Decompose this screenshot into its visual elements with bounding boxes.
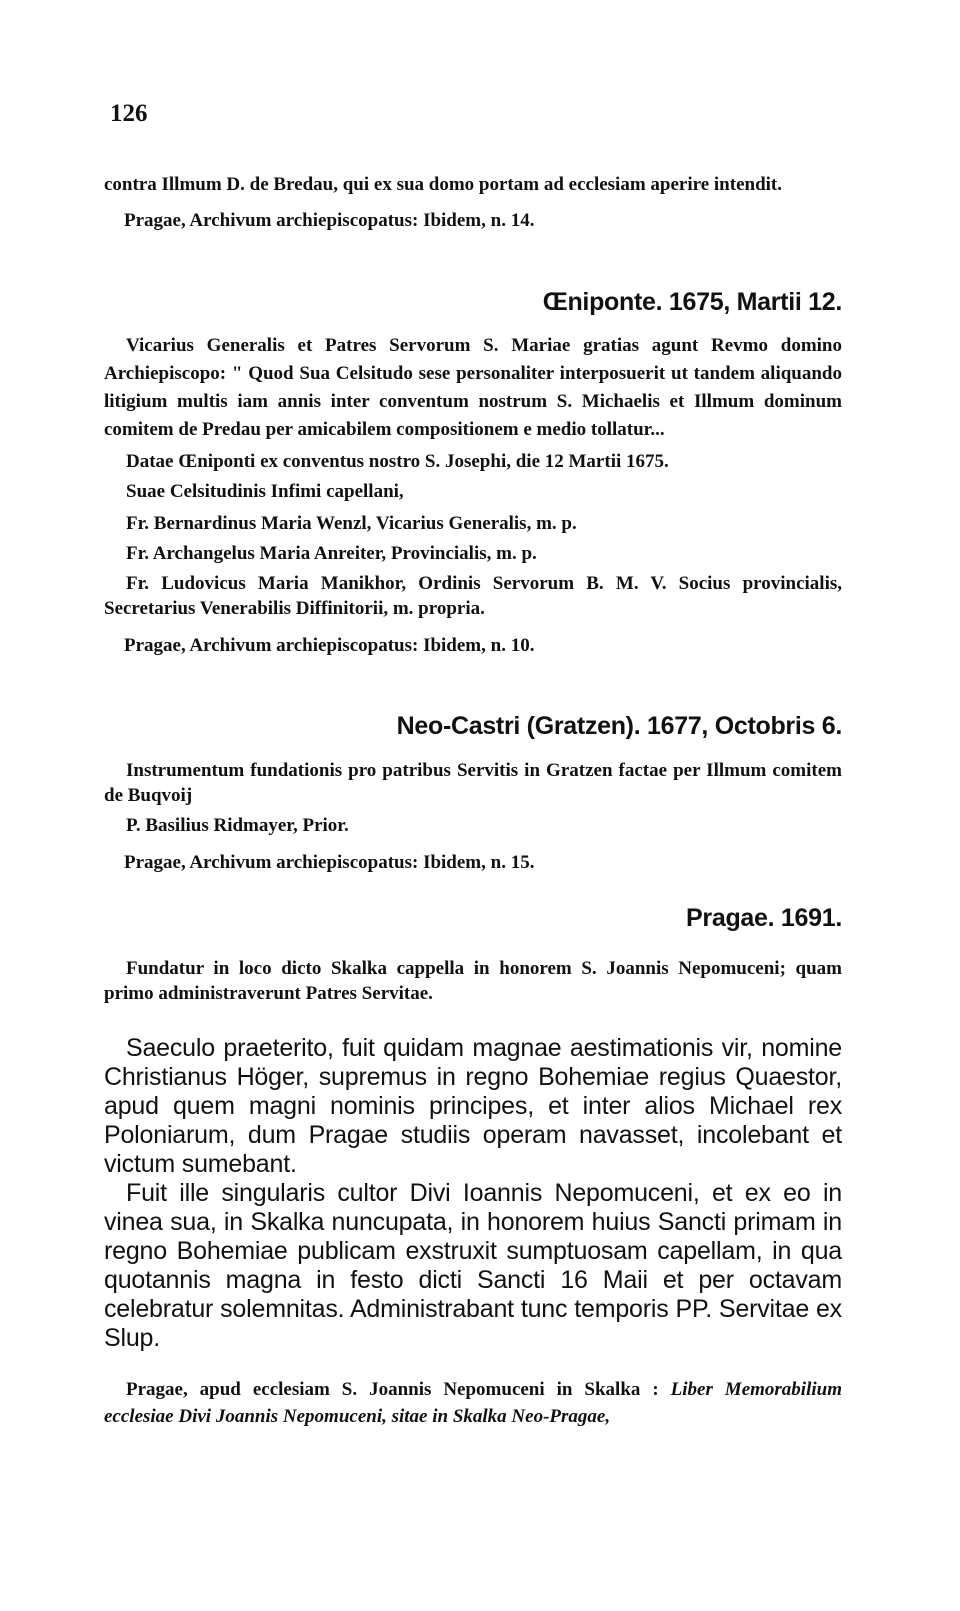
entry-2-signature-2: Fr. Bernardinus Maria Wenzl, Vicarius Generalis, m. p. xyxy=(126,513,577,534)
entry-2-signature-3: Fr. Archangelus Maria Anreiter, Provincialis, m. p. xyxy=(126,543,537,564)
entry-2-signature-1: Suae Celsitudinis Infimi capellani, xyxy=(126,481,404,502)
entry-1-text: contra Illmum D. de Bredau, qui ex sua domo portam ad ecclesiam aperire intendit. xyxy=(104,174,782,195)
entry-2-text: Vicarius Generalis et Patres Servorum S. Mariae gratias agunt Revmo domino Archiepiscopo: " Quod Sua Celsitudo sese personaliter interposuerit ut tandem aliquando litigium multis iam annis inter conventum nostrum S. Michaelis et Illmum dominum comitem de Predau per amicabilem compositionem e medio tollatur... xyxy=(104,335,842,440)
entry-4-source xyxy=(104,1376,842,1430)
entry-3-signature: P. Basilius Ridmayer, Prior. xyxy=(126,815,349,836)
entry-2-heading: Œniponte. 1675, Martii 12. xyxy=(542,288,842,316)
entry-2-signature-4: Fr. Ludovicus Maria Manikhor, Ordinis Servorum B. M. V. Socius provincialis, Secretarius Venerabilis Diffinitorii, m. propria. xyxy=(104,573,842,619)
entry-1-source: Pragae, Archivum archiepiscopatus: Ibidem, n. 14. xyxy=(124,210,535,231)
entry-3-body xyxy=(104,758,842,875)
entry-1 xyxy=(104,172,842,233)
entry-4-text: Fundatur in loco dicto Skalka cappella in honorem S. Joannis Nepomuceni; quam primo administraverunt Patres Servitae. xyxy=(104,958,842,1004)
entry-3-source: Pragae, Archivum archiepiscopatus: Ibidem, n. 15. xyxy=(124,852,535,873)
entry-4-body xyxy=(104,956,842,1006)
narrative-paragraph-2: Fuit ille singularis cultor Divi Ioannis Nepomuceni, et ex eo in vinea sua, in Skalka nuncupata, in honorem huius Sancti primam in regno Bohemiae publicam exstruxit sumptuosam capellam, in qua quotannis magna in festo dicti Sancti 16 Maii et per octavam celebratur solemnitas. Administrabant tunc temporis PP. Servitae ex Slup. xyxy=(104,1179,842,1352)
entry-2-date-line: Datae Œniponti ex conventus nostro S. Josephi, die 12 Martii 1675. xyxy=(126,451,669,472)
entry-3-heading: Neo-Castri (Gratzen). 1677, Octobris 6. xyxy=(396,712,842,740)
entry-4-narrative xyxy=(104,1034,842,1353)
entry-2-body xyxy=(104,332,842,658)
entry-4-heading: Pragae. 1691. xyxy=(686,904,842,932)
entry-4 xyxy=(104,904,842,933)
entry-2 xyxy=(104,288,842,317)
entry-3 xyxy=(104,712,842,741)
narrative-paragraph-1: Saeculo praeterito, fuit quidam magnae aestimationis vir, nomine Christianus Höger, supremus in regno Bohemiae regius Quaestor, apud quem magni nominis principes, et inter alios Michael rex Poloniarum, dum Pragae studiis operam navasset, incolebant et victum sumebant. xyxy=(104,1034,842,1178)
entry-3-text: Instrumentum fundationis pro patribus Servitis in Gratzen factae per Illmum comitem de Buqvoij xyxy=(104,760,842,806)
entry-4-source-title: Liber Memorabilium ecclesiae Divi Joannis Nepomuceni, sitae in Skalka Neo-Pragae, xyxy=(104,1379,842,1427)
entry-4-source-prefix: Pragae, apud ecclesiam S. Joannis Nepomuceni in Skalka : xyxy=(126,1379,671,1400)
page-number: 126 xyxy=(110,100,148,127)
entry-2-source: Pragae, Archivum archiepiscopatus: Ibidem, n. 10. xyxy=(124,635,535,656)
